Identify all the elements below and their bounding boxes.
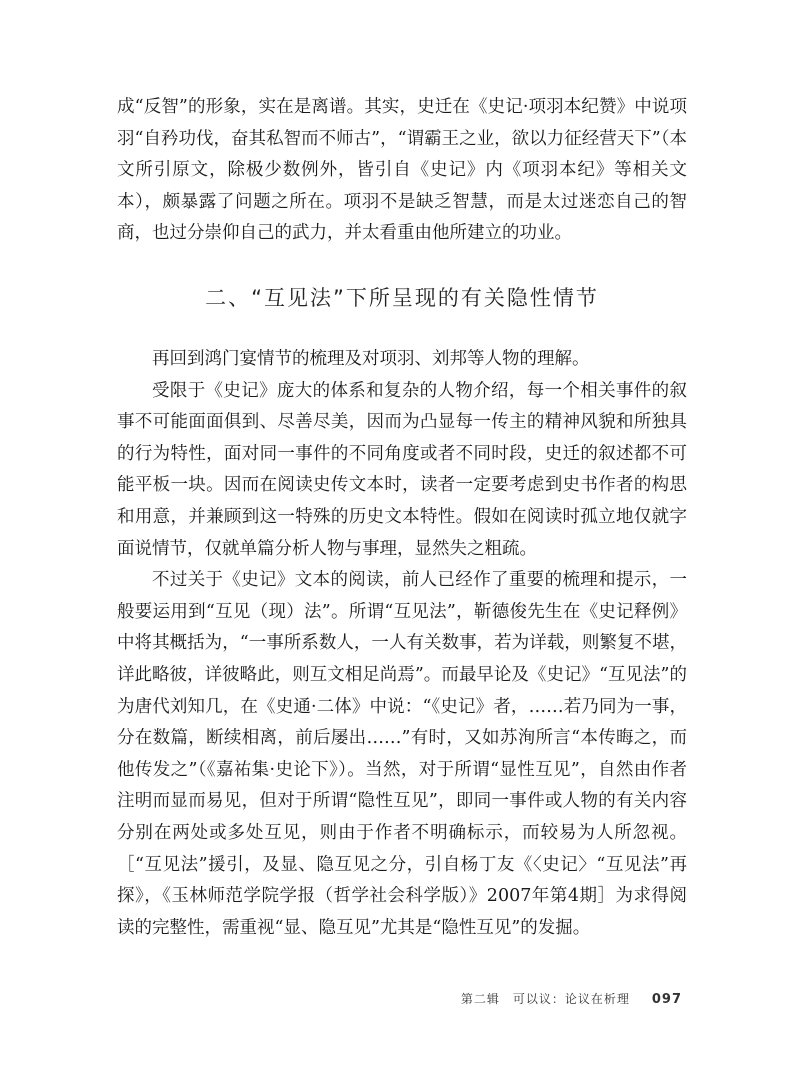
section-heading: 二、“互见法”下所呈现的有关隐性情节 [205, 286, 599, 310]
running-title: 第二辑 可以议：论议在析理 [460, 992, 630, 1006]
page-footer [461, 990, 682, 1007]
body-paragraph-1: 再回到鸿门宴情节的梳理及对项羽、刘邦等人物的理解。 [152, 349, 590, 369]
page-number: 097 [651, 992, 682, 1007]
body-text-block [117, 344, 687, 944]
body-paragraph-2: 受限于《史记》庞大的体系和复杂的人物介绍，每一个相关事件的叙事不可能面面俱到、尽善尽美，因而为凸显每一传主的精神风貌和所独具的行为特性，面对同一事件的不同角度或者不同时段，史迁的叙述都不可能平板一块。因而在阅读史传文本时，读者一定要考虑到史书作者的构思和用意，并兼顾到这一特殊的历史文本特性。假如在阅读时孤立地仅就字面说情节，仅就单篇分析人物与事理，显然失之粗疏。 [117, 380, 687, 559]
top-paragraph: 成“反智”的形象，实在是离谱。其实，史迁在《史记·项羽本纪赞》中说项羽“自矜功伐，奋其私智而不师古”，“谓霸王之业，欲以力征经营天下”（本文所引原文，除极少数例外，皆引自《史记》内《项羽本纪》等相关文本），颇暴露了问题之所在。项羽不是缺乏智慧，而是太过迷恋自己的智商，也过分崇仰自己的武力，并太看重由他所建立的功业。 [117, 97, 687, 244]
body-paragraph-3: 不过关于《史记》文本的阅读，前人已经作了重要的梳理和提示，一般要运用到“互见（现）法”。所谓“互见法”，靳德俊先生在《史记释例》中将其概括为，“一事所系数人，一人有关数事，若为详载，则繁复不堪，详此略彼，详彼略此，则互文相足尚焉”。而最早论及《史记》“互见法”的为唐代刘知几，在《史通·二体》中说：“《史记》者，……若乃同为一事，分在数篇，断续相离，前后屡出……”有时，又如苏洵所言“本传晦之，而他传发之”（《嘉祐集·史论下》）。当然，对于所谓“显性互见”，自然由作者注明而显而易见，但对于所谓“隐性互见”，即同一事件或人物的有关内容分别在两处或多处互见，则由于作者不明确标示，而较易为人所忽视。［“互见法”援引，及显、隐互见之分，引自杨丁友《〈史记〉“互见法”再探》，《玉林师范学院学报（哲学社会科学版）》2007年第4期］为求得阅读的完整性，需重视“显、隐互见”尤其是“隐性互见”的发掘。 [117, 570, 687, 938]
top-text-block [117, 92, 687, 250]
